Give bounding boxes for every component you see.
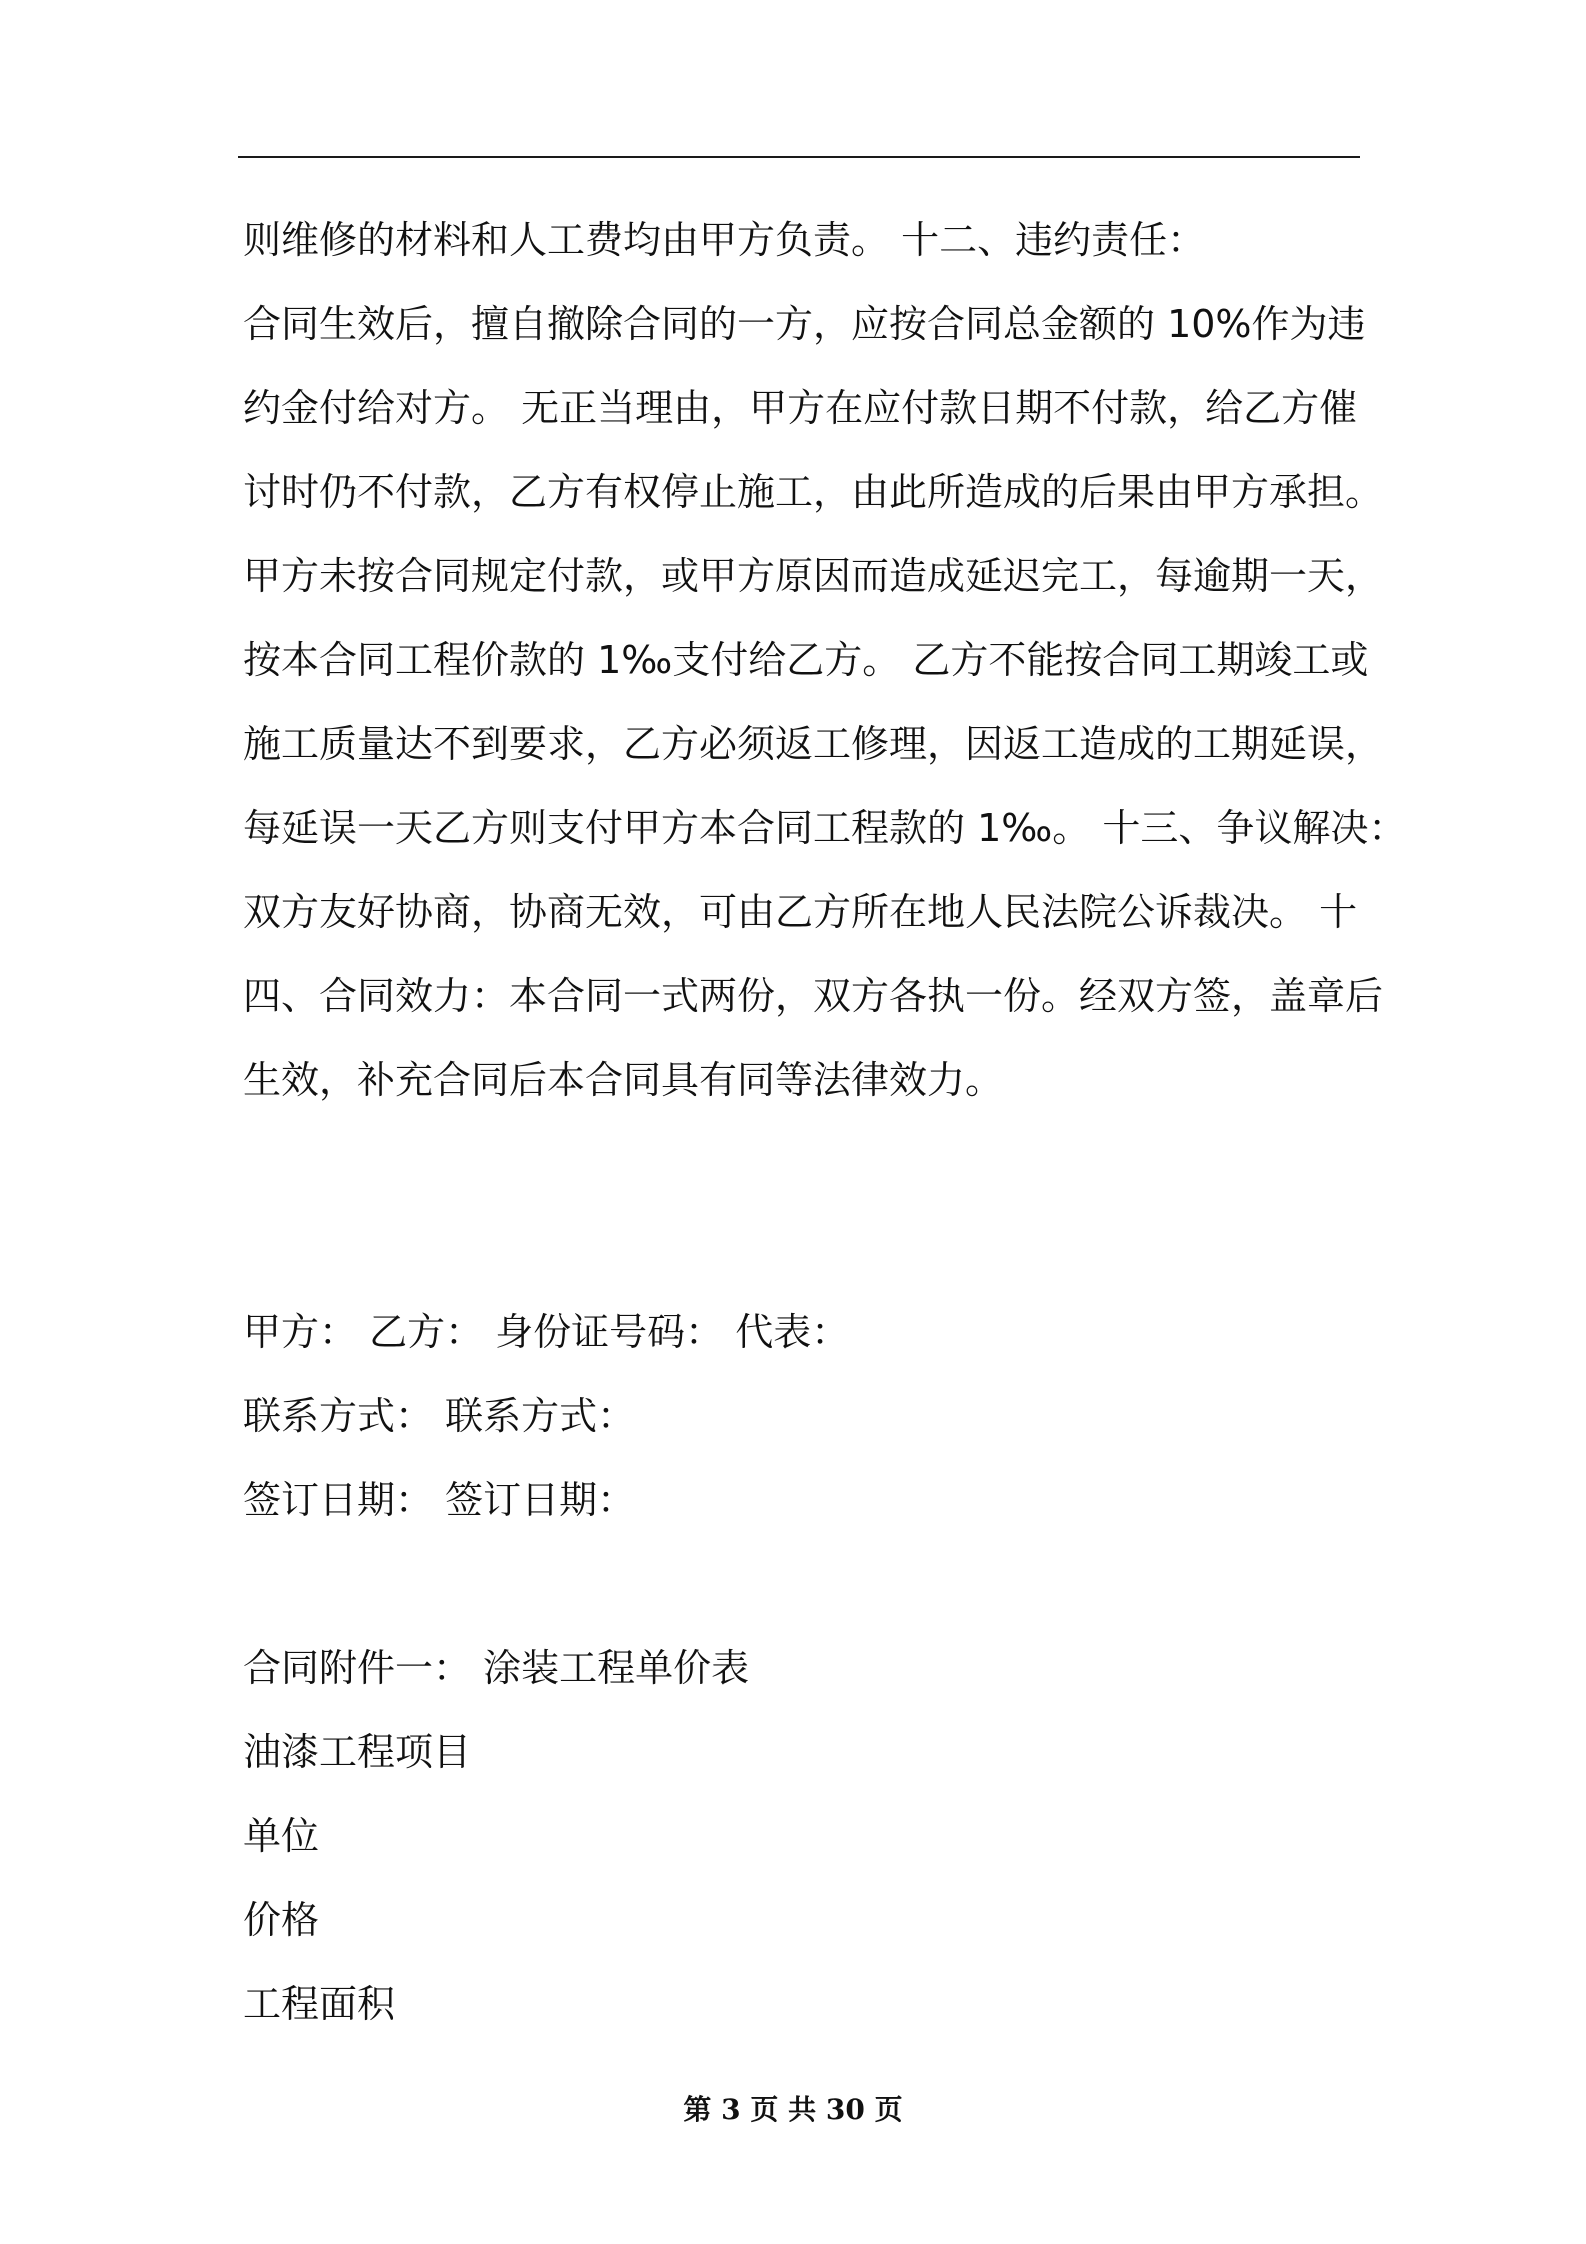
clause-line: 约金付给对方。 无正当理由，甲方在应付款日期不付款，给乙方催 bbox=[243, 386, 1358, 430]
header-rule bbox=[238, 156, 1360, 158]
spacer bbox=[243, 1122, 1360, 1290]
clause-line: 讨时仍不付款，乙方有权停止施工，由此所造成的后果由甲方承担。 bbox=[243, 470, 1384, 514]
signature-contact-line: 联系方式： 联系方式： bbox=[243, 1394, 636, 1438]
clause-line: 双方友好协商，协商无效，可由乙方所在地人民法院公诉裁决。 十 bbox=[243, 890, 1358, 934]
attachment-title: 合同附件一： 涂装工程单价表 bbox=[243, 1646, 750, 1690]
clause-line: 每延误一天乙方则支付甲方本合同工程款的 1‰。 十三、争议解决： bbox=[243, 806, 1407, 850]
page-number: 第 3 页 共 30 页 bbox=[683, 2093, 903, 2126]
document-body bbox=[243, 198, 1407, 2046]
clause-line: 生效，补充合同后本合同具有同等法律效力。 bbox=[243, 1058, 1004, 1102]
signature-date-line: 签订日期： 签订日期： bbox=[243, 1478, 636, 1522]
clause-line: 四、合同效力：本合同一式两份，双方各执一份。经双方签，盖章后 bbox=[243, 974, 1384, 1018]
clause-line: 合同生效后，擅自撤除合同的一方，应按合同总金额的 10%作为违 bbox=[243, 302, 1366, 346]
attachment-item: 油漆工程项目 bbox=[243, 1730, 472, 1774]
clause-line: 施工质量达不到要求，乙方必须返工修理，因返工造成的工期延误， bbox=[243, 722, 1384, 766]
signature-parties-line: 甲方： 乙方： 身份证号码： 代表： bbox=[243, 1310, 850, 1354]
clause-line: 按本合同工程价款的 1‰支付给乙方。 乙方不能按合同工期竣工或 bbox=[243, 638, 1369, 682]
signature-block bbox=[243, 1290, 1360, 1542]
clause-line: 则维修的材料和人工费均由甲方负责。 十二、违约责任： bbox=[243, 218, 1206, 262]
spacer bbox=[243, 1542, 1360, 1626]
attachment-item: 单位 bbox=[243, 1814, 320, 1858]
clause-line: 甲方未按合同规定付款，或甲方原因而造成延迟完工，每逾期一天， bbox=[243, 554, 1384, 598]
contract-clauses bbox=[243, 198, 1407, 1122]
attachment-item: 价格 bbox=[243, 1898, 320, 1942]
attachment-section bbox=[243, 1626, 1360, 2046]
attachment-item: 工程面积 bbox=[243, 1982, 396, 2026]
